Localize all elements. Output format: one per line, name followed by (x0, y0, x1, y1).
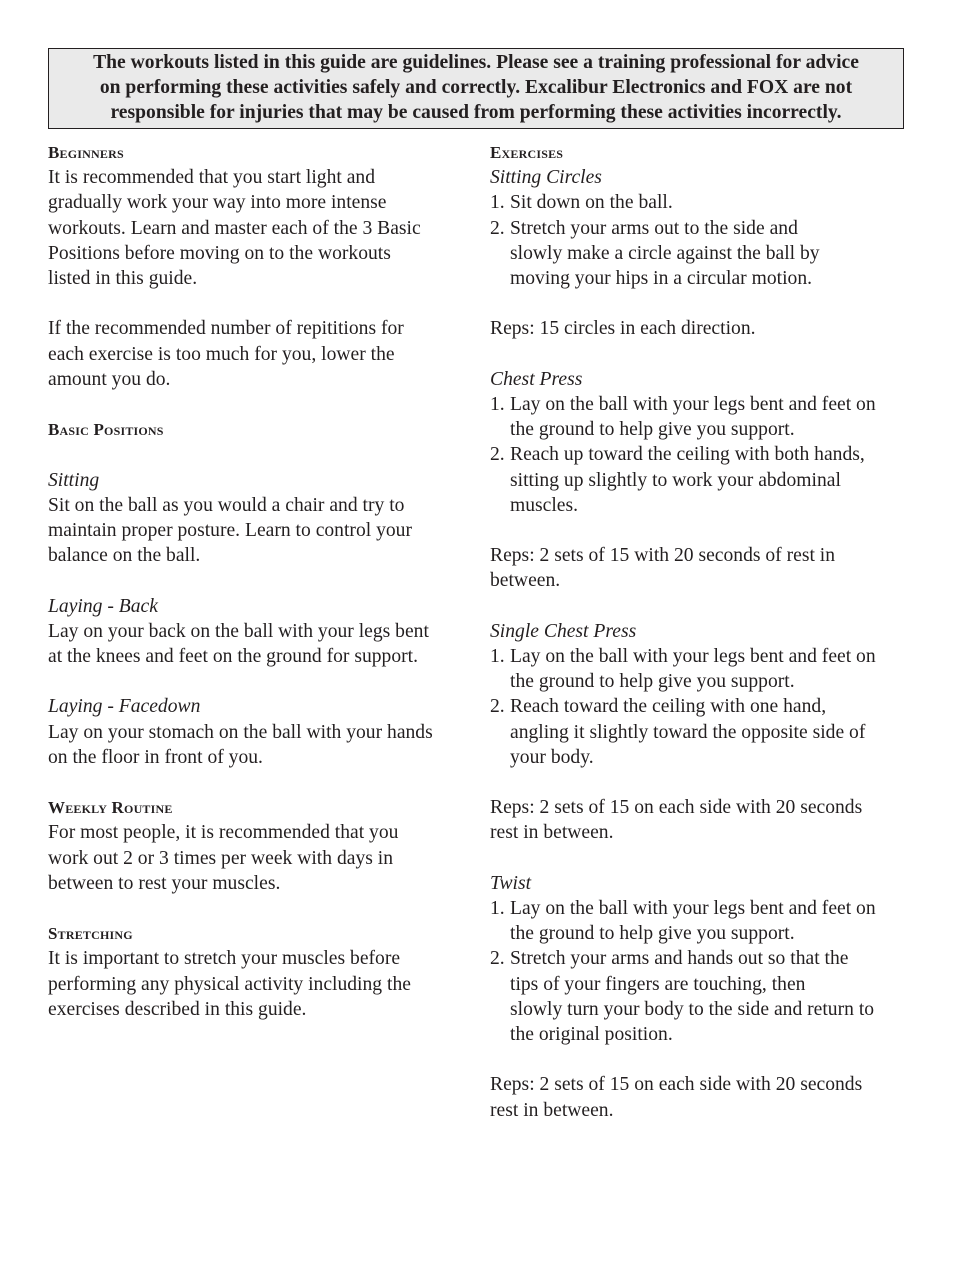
text-line: between to rest your muscles. (48, 872, 281, 894)
text-line: slowly make a circle against the ball by (510, 242, 820, 264)
text-line: Sit on the ball as you would a chair and try to (48, 494, 405, 516)
stretching-text (48, 946, 468, 1022)
list-number: 2. (490, 948, 505, 970)
beginners-paragraph-2 (48, 316, 468, 392)
text-line: on the floor in front of you. (48, 746, 263, 768)
text-line: Reach toward the ceiling with one hand, (510, 696, 827, 718)
exercises-heading: Exercises (490, 143, 564, 162)
sitting-text (48, 493, 468, 569)
list-item (490, 946, 920, 1047)
twist-title: Twist (490, 872, 532, 894)
list-item (490, 190, 920, 215)
list-number: 1. (490, 192, 505, 214)
list-item (490, 896, 920, 946)
text-line: the ground to help give you support. (510, 671, 795, 693)
text-line: For most people, it is recommended that you (48, 822, 399, 844)
twist-reps (490, 1072, 920, 1122)
single-chest-press-reps (490, 795, 920, 845)
disclaimer-line: The workouts listed in this guide are guidelines. Please see a training professional for advice (93, 52, 859, 73)
text-line: Stretch your arms and hands out so that the (510, 948, 849, 970)
stretching-heading: Stretching (48, 924, 133, 944)
list-number: 1. (490, 645, 505, 667)
chest-press-reps (490, 543, 920, 593)
list-number: 2. (490, 444, 505, 466)
text-line: the ground to help give you support. (510, 419, 795, 441)
text-line: It is important to stretch your muscles before (48, 948, 401, 970)
basic-positions-heading: Basic Positions (48, 420, 164, 440)
sitting-circles-title: Sitting Circles (490, 167, 602, 189)
text-line: Lay on the ball with your legs bent and feet on (510, 393, 876, 415)
text-line: your body. (510, 746, 594, 768)
left-column (48, 140, 468, 1022)
disclaimer-box (48, 48, 904, 129)
text-line: Lay on the ball with your legs bent and feet on (510, 645, 876, 667)
text-line: amount you do. (48, 368, 171, 390)
text-line: the original position. (510, 1024, 673, 1045)
chest-press-title: Chest Press (490, 368, 583, 390)
list-number: 2. (490, 217, 505, 239)
beginners-paragraph-1 (48, 165, 468, 291)
text-line: listed in this guide. (48, 268, 198, 289)
right-column (490, 140, 920, 1123)
text-line: rest in between. (490, 822, 614, 844)
text-line: gradually work your way into more intense (48, 192, 387, 214)
list-number: 1. (490, 393, 505, 415)
beginners-heading: Beginners (48, 143, 124, 162)
weekly-routine-heading: Weekly Routine (48, 798, 173, 818)
text-line: balance on the ball. (48, 545, 201, 567)
text-line: performing any physical activity including the (48, 973, 411, 995)
laying-back-text (48, 619, 468, 669)
text-line: rest in between. (490, 1099, 614, 1121)
sitting-circles-reps: Reps: 15 circles in each direction. (490, 318, 756, 340)
text-line: Reps: 2 sets of 15 with 20 seconds of rest in (490, 545, 836, 567)
list-item (490, 644, 920, 694)
text-line: sitting up slightly to work your abdominal (510, 469, 841, 491)
text-line: angling it slightly toward the opposite side of (510, 721, 866, 743)
text-line: maintain proper posture. Learn to control your (48, 519, 413, 541)
text-line: Reps: 2 sets of 15 on each side with 20 seconds (490, 1074, 863, 1096)
single-chest-press-title: Single Chest Press (490, 620, 637, 642)
list-item (490, 392, 920, 442)
sitting-title: Sitting (48, 469, 100, 491)
text-line: muscles. (510, 494, 579, 516)
text-line: Lay on the ball with your legs bent and feet on (510, 897, 876, 919)
text-line: Sit down on the ball. (510, 192, 673, 214)
text-line: workouts. Learn and master each of the 3 Basic (48, 217, 421, 239)
text-line: each exercise is too much for you, lower the (48, 343, 395, 365)
disclaimer-line: responsible for injuries that may be caused from performing these activities incorrectly. (110, 102, 842, 123)
text-line: Reps: 2 sets of 15 on each side with 20 seconds (490, 797, 863, 819)
text-line: Lay on your back on the ball with your legs bent (48, 620, 429, 642)
text-line: Positions before moving on to the workouts (48, 242, 391, 264)
text-line: If the recommended number of repititions for (48, 318, 404, 340)
list-number: 1. (490, 897, 505, 919)
text-line: Lay on your stomach on the ball with your hands (48, 721, 433, 743)
text-line: between. (490, 570, 561, 592)
list-item (490, 216, 920, 292)
text-line: the ground to help give you support. (510, 923, 795, 945)
text-line: Reach up toward the ceiling with both hands, (510, 444, 865, 466)
text-line: work out 2 or 3 times per week with days in (48, 847, 394, 869)
disclaimer-line: on performing these activities safely and correctly. Excalibur Electronics and FOX are not (99, 77, 853, 98)
list-item (490, 694, 920, 770)
text-line: Stretch your arms out to the side and (510, 217, 798, 239)
text-line: exercises described in this guide. (48, 998, 307, 1020)
laying-facedown-title: Laying - Facedown (48, 696, 201, 718)
text-line: at the knees and feet on the ground for support. (48, 645, 418, 667)
weekly-routine-text (48, 820, 468, 896)
laying-facedown-text (48, 720, 468, 770)
text-line: It is recommended that you start light and (48, 167, 376, 189)
text-line: slowly turn your body to the side and return to (510, 998, 875, 1020)
text-line: tips of your fingers are touching, then (510, 973, 806, 995)
laying-back-title: Laying - Back (48, 595, 158, 617)
list-item (490, 442, 920, 518)
list-number: 2. (490, 696, 505, 718)
text-line: moving your hips in a circular motion. (510, 268, 813, 289)
